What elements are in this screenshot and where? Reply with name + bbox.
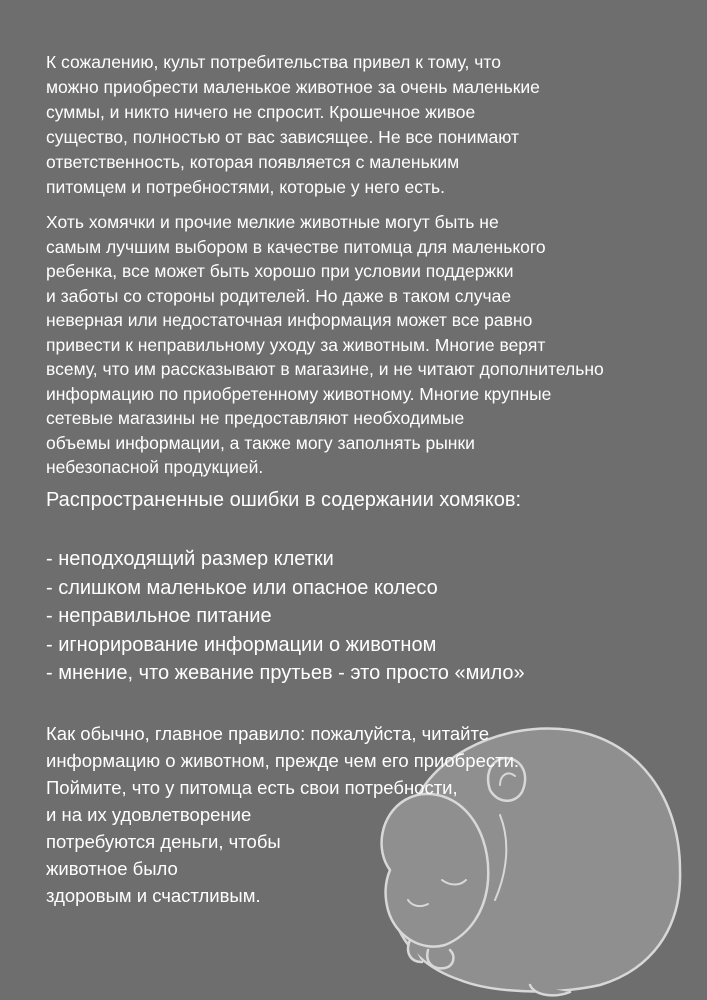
rule-line: здоровым и счастливым. xyxy=(46,885,261,906)
intro-line: существо, полностью от вас зависящее. Не все понимают xyxy=(46,127,520,147)
info-line: сетевые магазины не предоставляют необходимые xyxy=(46,408,465,428)
intro-paragraph xyxy=(46,50,646,200)
info-line: всему, что им рассказывают в магазине, и не читают дополнительно xyxy=(46,359,604,379)
info-line: информацию по приобретенному животному. Многие крупные xyxy=(46,383,552,404)
rule-line: животное было xyxy=(46,858,178,879)
list-item: - игнорирование информации о животном xyxy=(46,633,437,656)
mistakes-heading: Распространенные ошибки в содержании хомяков: xyxy=(46,489,522,511)
list-item: - неподходящий размер клетки xyxy=(46,548,334,570)
mistakes-list xyxy=(46,545,525,688)
intro-line: К сожалению, культ потребительства привел к тому, что xyxy=(46,52,501,72)
info-line: самым лучшим выбором в качестве питомца для маленького xyxy=(46,236,546,257)
rule-line: информацию о животном, прежде чем его приобрести. xyxy=(46,750,520,771)
info-line: привести к неправильному уходу за животным. Многие верят xyxy=(46,334,546,355)
info-paragraph xyxy=(46,210,696,480)
intro-line: ответственность, которая появляется с маленьким xyxy=(46,152,460,172)
info-line: небезопасной продукцией. xyxy=(46,457,264,477)
intro-line: можно приобрести маленькое животное за очень маленькие xyxy=(46,77,540,97)
info-line: неверная или недостаточная информация может все равно xyxy=(46,310,533,330)
info-line: ребенка, все может быть хорошо при условии поддержки xyxy=(46,261,514,281)
rule-line: и на их удовлетворение xyxy=(46,804,252,825)
list-item: - слишком маленькое или опасное колесо xyxy=(46,576,438,599)
list-item: - мнение, что жевание прутьев - это просто «мило» xyxy=(46,662,525,684)
list-item: - неправильное питание xyxy=(46,605,272,627)
rule-line: Как обычно, главное правило: пожалуйста, читайте xyxy=(46,723,490,744)
rule-paragraph xyxy=(46,720,686,909)
info-line: Хоть хомячки и прочие мелкие животные могут быть не xyxy=(46,212,499,232)
rule-line: Поймите, что у питомца есть свои потребности, xyxy=(46,777,458,798)
rule-line: потребуются деньги, чтобы xyxy=(46,831,281,852)
intro-line: суммы, и никто ничего не спросит. Крошечное живое xyxy=(46,102,476,122)
info-line: и заботы со стороны родителей. Но даже в таком случае xyxy=(46,285,512,306)
info-line: объемы информации, а также могу заполнять рынки xyxy=(46,432,475,453)
intro-line: питомцем и потребностями, которые у него есть. xyxy=(46,177,445,197)
